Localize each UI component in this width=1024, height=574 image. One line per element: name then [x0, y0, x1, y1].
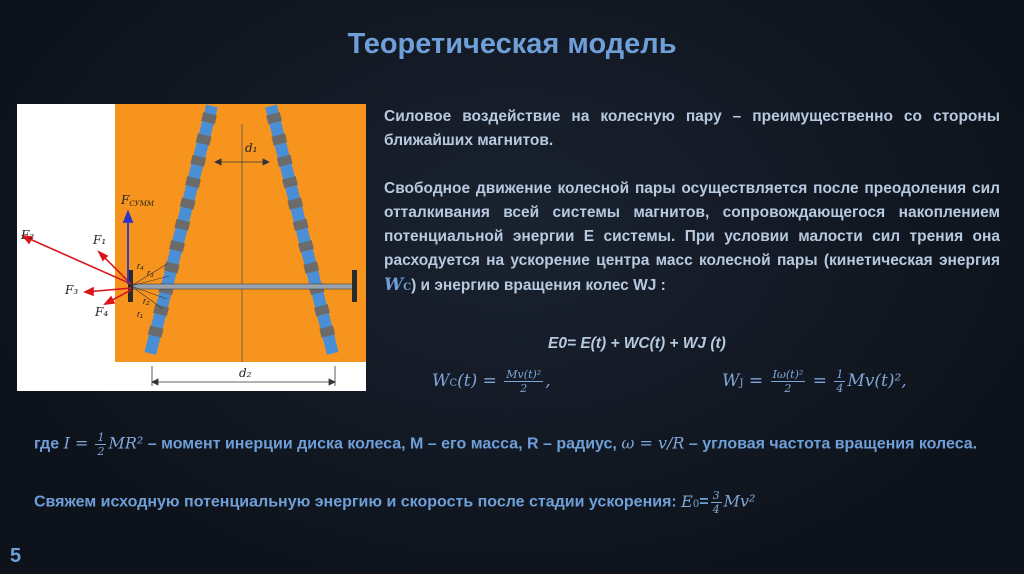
- paragraph-magnet-influence: Силовое воздействие на колесную пару – преимущественно со стороны ближайших магнитов.: [384, 108, 1000, 149]
- rotational-energy-formula: WJ = $\frac{\text{Iω(t)²}}{2}$ = $\frac{1}{4}$ Mv(t)²,: [722, 368, 907, 395]
- r3-label: r₃: [147, 268, 154, 278]
- moment-of-inertia-definition: где I = $\frac{1}{2}$ MR² – момент инерции диска колеса, M – его масса, R – радиус, ω = v/R – угловая частота вращения колеса.: [34, 431, 978, 458]
- f4-label: F₄: [95, 305, 109, 319]
- fsum-label: FСУММ: [121, 193, 155, 208]
- energy-balance-equation: E0= E(t) + WC(t) + WJ (t): [548, 335, 726, 352]
- d2-label: d₂: [239, 366, 252, 380]
- paragraph-free-motion: Свободное движение колесной пары осуществляется после преодоления сил отталкивания всей системы магнитов, сопровождающегося накоплением потенциальной энергии E системы. При условии малости сил трения она расходуется на ускорение центра масс колесной пары (кинетическая энергия WC) и энергию вращения колес WJ :: [384, 180, 1000, 295]
- kinetic-energy-formula: WC(t) = $\frac{\text{Mv(t)²}}{2}$ ,: [432, 368, 551, 395]
- f2-label: F₂: [21, 228, 35, 242]
- f3-label: F₃: [65, 283, 79, 297]
- right-wheel: [352, 270, 357, 302]
- wheelset-diagram: [17, 104, 366, 391]
- r2-label: r₂: [143, 296, 150, 306]
- d1-label: d₁: [245, 141, 258, 155]
- slide-title: Теоретическая модель: [347, 28, 677, 60]
- r1-label: r₁: [137, 309, 143, 319]
- axle: [130, 284, 355, 289]
- page-number: 5: [10, 545, 22, 567]
- f1-label: F₁: [93, 233, 107, 247]
- r4-label: r₄: [137, 261, 144, 271]
- energy-velocity-relation: Свяжем исходную потенциальную энергию и скорость после стадии ускорения: E0= $\frac{3}{4}$ Mv²: [34, 489, 756, 516]
